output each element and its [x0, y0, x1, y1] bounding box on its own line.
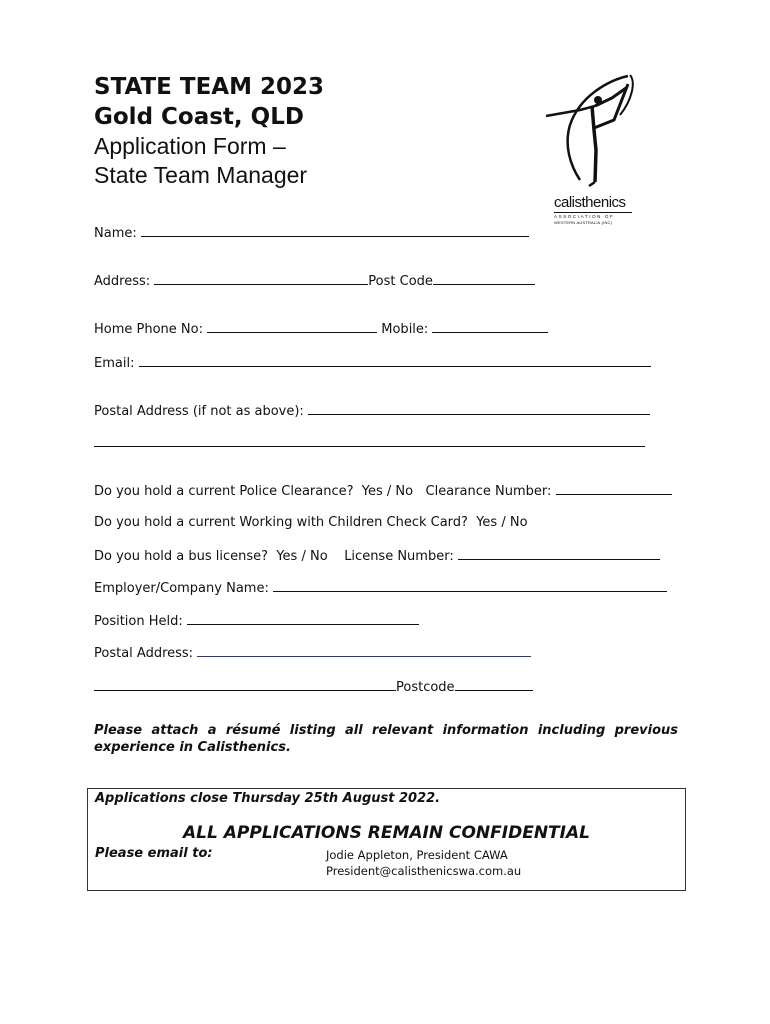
contact-name: Jodie Appleton, President CAWA: [326, 848, 508, 862]
postal-address-label: Postal Address:: [94, 646, 194, 661]
wwc-row: [94, 514, 528, 532]
resume-note: Please attach a résumé listing all relevant information including previous experience in Calisthenics.: [94, 723, 678, 755]
name-row: [94, 223, 529, 243]
applications-close-date: Applications close Thursday 25th August 2022.: [95, 791, 441, 806]
postal-address-alt-row: [94, 401, 650, 421]
email-field[interactable]: [139, 353, 651, 367]
postal-address-alt-line2[interactable]: [94, 446, 645, 447]
form-location: Gold Coast, QLD: [94, 104, 304, 130]
postal-address-line2[interactable]: [94, 677, 396, 691]
address-label: Address:: [94, 274, 151, 289]
bus-license-row: [94, 546, 660, 566]
license-number-label: License Number:: [344, 549, 454, 564]
postal-address-field[interactable]: [197, 643, 531, 657]
police-clearance-row: [94, 481, 672, 501]
post-code-field[interactable]: [433, 271, 535, 285]
logo-sub1: ASSOCIATION OF: [554, 214, 615, 219]
postal-address-alt-label: Postal Address (if not as above):: [94, 404, 304, 419]
name-label: Name:: [94, 226, 137, 241]
phone-row: [94, 319, 548, 339]
postcode-field[interactable]: [455, 677, 533, 691]
calisthenics-logo: [540, 70, 640, 230]
contact-email[interactable]: President@calisthenicswa.com.au: [326, 864, 522, 878]
employer-label: Employer/Company Name:: [94, 581, 269, 596]
mobile-label: Mobile:: [381, 322, 429, 337]
postcode-label: Postcode: [396, 680, 455, 695]
police-clearance-question: Do you hold a current Police Clearance?: [94, 484, 354, 499]
bus-license-yes-no[interactable]: Yes / No: [276, 549, 328, 564]
bus-license-question: Do you hold a bus license?: [94, 549, 269, 564]
clearance-number-label: Clearance Number:: [425, 484, 552, 499]
contact-block: [326, 847, 521, 879]
position-row: [94, 611, 419, 631]
post-code-label: Post Code: [368, 274, 433, 289]
gymnast-icon: [540, 70, 640, 195]
form-subtitle: Application Form –: [94, 133, 286, 159]
postal-address-row: [94, 643, 531, 663]
home-phone-label: Home Phone No:: [94, 322, 203, 337]
home-phone-field[interactable]: [207, 319, 377, 333]
position-label: Position Held:: [94, 614, 183, 629]
name-field[interactable]: [141, 223, 529, 237]
license-number-field[interactable]: [458, 546, 660, 560]
email-row: [94, 353, 651, 373]
form-title: STATE TEAM 2023: [94, 74, 324, 100]
clearance-number-field[interactable]: [556, 481, 672, 495]
email-to-label: Please email to:: [95, 846, 213, 861]
address-row: [94, 271, 535, 291]
logo-divider: [554, 212, 632, 213]
confidential-heading: ALL APPLICATIONS REMAIN CONFIDENTIAL: [183, 823, 590, 843]
title-block: [94, 72, 324, 190]
applications-box: [87, 788, 686, 891]
position-field[interactable]: [187, 611, 419, 625]
email-label: Email:: [94, 356, 135, 371]
address-field[interactable]: [154, 271, 368, 285]
employer-row: [94, 578, 667, 598]
logo-sub2: WESTERN AUSTRALIA (INC): [554, 220, 613, 225]
wwc-yes-no[interactable]: Yes / No: [476, 515, 528, 530]
police-clearance-yes-no[interactable]: Yes / No: [361, 484, 414, 499]
logo-name: calisthenics: [554, 194, 626, 211]
wwc-question: Do you hold a current Working with Children Check Card?: [94, 515, 468, 530]
postcode-row: [94, 677, 533, 697]
form-role: State Team Manager: [94, 162, 308, 188]
mobile-field[interactable]: [432, 319, 548, 333]
postal-address-alt-field[interactable]: [308, 401, 650, 415]
employer-field[interactable]: [273, 578, 667, 592]
